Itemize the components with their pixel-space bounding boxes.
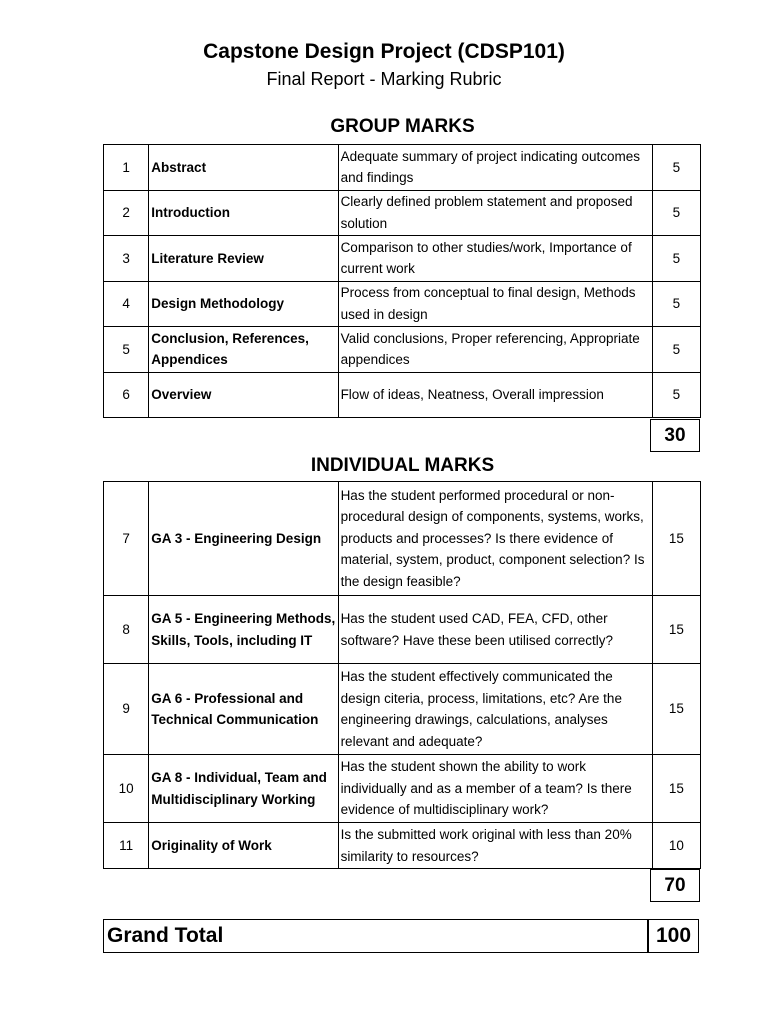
table-row bbox=[104, 145, 701, 191]
grand-total-label: Grand Total bbox=[107, 924, 224, 947]
criterion-description: Process from conceptual to final design, Methods used in design bbox=[338, 281, 652, 327]
criterion: GA 3 - Engineering Design bbox=[149, 482, 338, 596]
criterion-marks: 5 bbox=[652, 190, 700, 236]
criterion-description: Adequate summary of project indicating outcomes and findings bbox=[338, 145, 652, 191]
table-row bbox=[104, 596, 701, 664]
table-row bbox=[104, 236, 701, 282]
criterion-marks: 5 bbox=[652, 145, 700, 191]
row-number: 7 bbox=[104, 482, 149, 596]
criterion-marks: 5 bbox=[652, 281, 700, 327]
row-number: 11 bbox=[104, 823, 149, 869]
row-number: 3 bbox=[104, 236, 149, 282]
table-row bbox=[104, 482, 701, 596]
criterion-description: Is the submitted work original with less than 20% similarity to resources? bbox=[338, 823, 652, 869]
criterion-description: Valid conclusions, Proper referencing, Appropriate appendices bbox=[338, 327, 652, 373]
criterion: Conclusion, References, Appendices bbox=[149, 327, 338, 373]
row-number: 8 bbox=[104, 596, 149, 664]
criterion-description: Flow of ideas, Neatness, Overall impression bbox=[338, 372, 652, 418]
criterion: GA 5 - Engineering Methods, Skills, Tools, including IT bbox=[149, 596, 338, 664]
row-number: 1 bbox=[104, 145, 149, 191]
individual-marks-table bbox=[103, 481, 701, 869]
table-row bbox=[104, 823, 701, 869]
table-row bbox=[104, 372, 701, 418]
row-number: 4 bbox=[104, 281, 149, 327]
table-row bbox=[104, 327, 701, 373]
row-number: 2 bbox=[104, 190, 149, 236]
row-number: 10 bbox=[104, 755, 149, 823]
criterion-description: Has the student used CAD, FEA, CFD, other software? Have these been utilised correctly? bbox=[338, 596, 652, 664]
individual-marks-heading: INDIVIDUAL MARKS bbox=[310, 455, 495, 476]
criterion-marks: 5 bbox=[652, 236, 700, 282]
criterion: Design Methodology bbox=[149, 281, 338, 327]
table-row bbox=[104, 755, 701, 823]
criterion-marks: 15 bbox=[652, 755, 700, 823]
criterion: Introduction bbox=[149, 190, 338, 236]
row-number: 6 bbox=[104, 372, 149, 418]
criterion: Abstract bbox=[149, 145, 338, 191]
criterion-marks: 15 bbox=[652, 664, 700, 755]
group-marks-heading: GROUP MARKS bbox=[330, 116, 475, 137]
criterion-marks: 15 bbox=[652, 482, 700, 596]
criterion: GA 6 - Professional and Technical Communication bbox=[149, 664, 338, 755]
document-title: Capstone Design Project (CDSP101) bbox=[203, 40, 565, 63]
table-row bbox=[104, 664, 701, 755]
criterion-marks: 5 bbox=[652, 372, 700, 418]
document-subtitle: Final Report - Marking Rubric bbox=[266, 69, 502, 89]
criterion-description: Clearly defined problem statement and proposed solution bbox=[338, 190, 652, 236]
criterion-description: Has the student effectively communicated the design citeria, process, limitations, etc? Are the engineering drawings, calculations, analyses relevant and adequate? bbox=[338, 664, 652, 755]
criterion-description: Has the student shown the ability to work individually and as a member of a team? Is there evidence of multidisciplinary work? bbox=[338, 755, 652, 823]
criterion-marks: 5 bbox=[652, 327, 700, 373]
grand-total-row bbox=[103, 919, 699, 953]
grand-total-value: 100 bbox=[647, 920, 698, 952]
group-marks-table bbox=[103, 144, 701, 418]
criterion-description: Has the student performed procedural or non-procedural design of components, systems, works, products and processes? Is there evidence of material, system, product, component selection? Is the design feasible? bbox=[338, 482, 652, 596]
table-row bbox=[104, 281, 701, 327]
row-number: 5 bbox=[104, 327, 149, 373]
criterion-description: Comparison to other studies/work, Importance of current work bbox=[338, 236, 652, 282]
criterion: GA 8 - Individual, Team and Multidisciplinary Working bbox=[149, 755, 338, 823]
row-number: 9 bbox=[104, 664, 149, 755]
criterion: Overview bbox=[149, 372, 338, 418]
criterion-marks: 10 bbox=[652, 823, 700, 869]
group-subtotal: 30 bbox=[650, 419, 700, 452]
criterion: Literature Review bbox=[149, 236, 338, 282]
criterion: Originality of Work bbox=[149, 823, 338, 869]
individual-subtotal: 70 bbox=[650, 869, 700, 902]
table-row bbox=[104, 190, 701, 236]
criterion-marks: 15 bbox=[652, 596, 700, 664]
